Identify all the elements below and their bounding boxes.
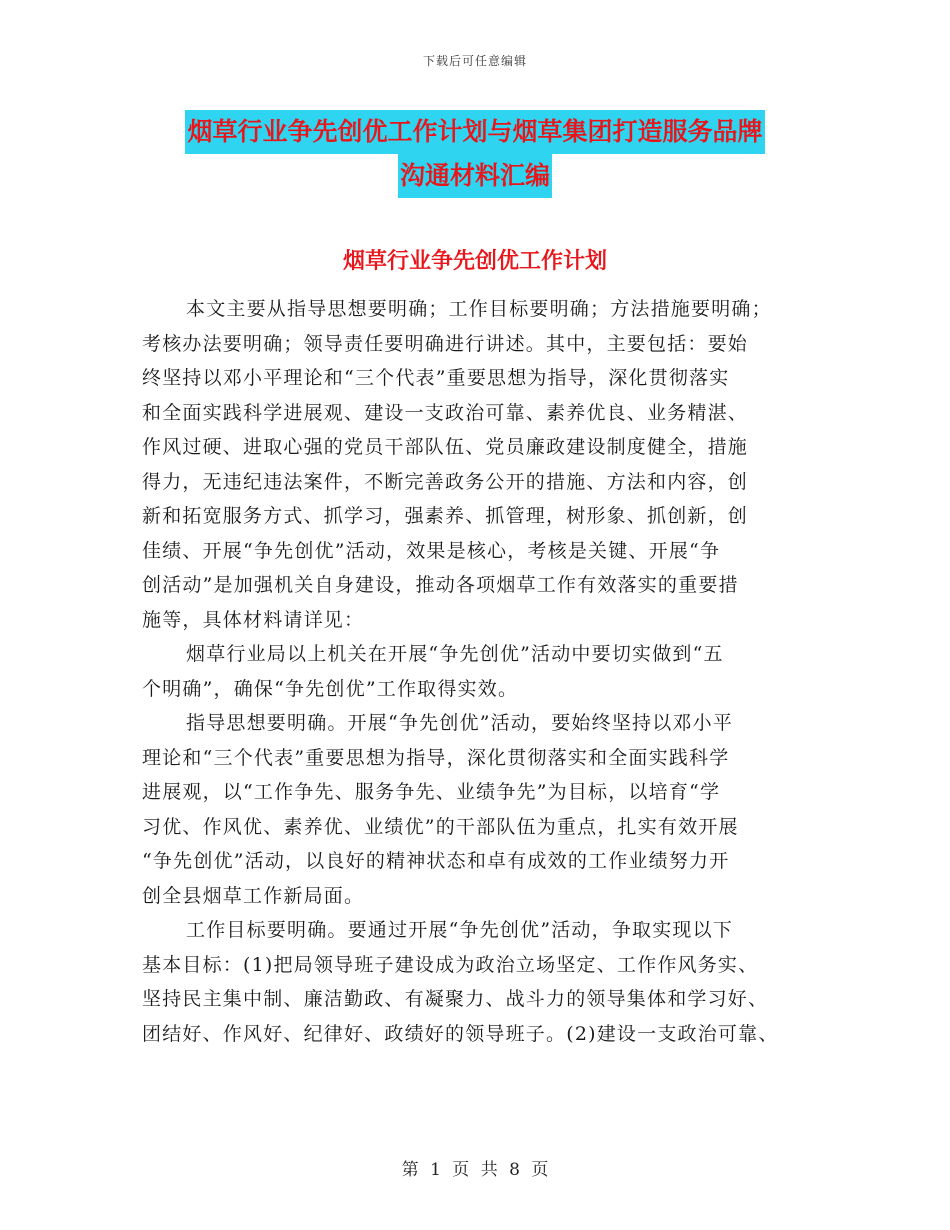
document-title-line-1: 烟草行业争先创优工作计划与烟草集团打造服务品牌 bbox=[185, 110, 764, 154]
paragraph-line: 习优、作风优、素养优、业绩优”的干部队伍为重点，扎实有效开展 bbox=[142, 815, 739, 838]
paragraph-line: 坚持民主集中制、廉洁勤政、有凝聚力、战斗力的领导集体和学习好、 bbox=[142, 988, 769, 1010]
paragraph-2 bbox=[142, 637, 814, 706]
paragraph-line: 指导思想要明确。开展“争先创优”活动，要始终坚持以邓小平 bbox=[186, 712, 734, 734]
paragraph-line: 新和拓宽服务方式、抓学习，强素养、抓管理，树形象、抓创新，创 bbox=[142, 505, 749, 527]
paragraph-line: 施等，具体材料请详见： bbox=[142, 608, 365, 631]
paragraph-line: 佳绩、开展“争先创优”活动，效果是核心，考核是关键、开展“争 bbox=[142, 539, 721, 562]
page-number-footer: 第 1 页 共 8 页 bbox=[401, 1160, 549, 1180]
paragraph-line: 工作目标要明确。要通过开展“争先创优”活动，争取实现以下 bbox=[186, 919, 734, 941]
paragraph-line: 创活动”是加强机关自身建设，推动各项烟草工作有效落实的重要措 bbox=[142, 574, 739, 596]
paragraph-line: 和全面实践科学进展观、建设一支政治可靠、素养优良、业务精湛、 bbox=[142, 401, 749, 424]
paragraph-line: 创全县烟草工作新局面。 bbox=[142, 884, 365, 907]
paragraph-line: 得力，无违纪违法案件，不断完善政务公开的措施、方法和内容，创 bbox=[142, 470, 749, 493]
paragraph-1 bbox=[142, 292, 814, 637]
paragraph-line: 理论和“三个代表”重要思想为指导，深化贯彻落实和全面实践科学 bbox=[142, 746, 730, 769]
paragraph-4 bbox=[142, 913, 814, 1051]
paragraph-line: 进展观，以“工作争先、服务争先、业绩争先”为目标，以培育“学 bbox=[142, 781, 721, 803]
paragraph-line: 基本目标：(1)把局领导班子建设成为政治立场坚定、工作作风务实、 bbox=[142, 953, 759, 976]
paragraph-line: “争先创优”活动，以良好的精神状态和卓有成效的工作业绩努力开 bbox=[142, 850, 730, 872]
section-title: 烟草行业争先创优工作计划 bbox=[342, 249, 607, 274]
paragraph-line: 烟草行业局以上机关在开展“争先创优”活动中要切实做到“五 bbox=[186, 643, 724, 665]
paragraph-line: 本文主要从指导思想要明确；工作目标要明确；方法措施要明确； bbox=[186, 298, 772, 320]
document-body bbox=[142, 292, 814, 1051]
paragraph-line: 终坚持以邓小平理论和“三个代表”重要思想为指导，深化贯彻落实 bbox=[142, 367, 730, 389]
paragraph-line: 作风过硬、进取心强的党员干部队伍、党员廉政建设制度健全，措施 bbox=[142, 436, 749, 458]
paragraph-3 bbox=[142, 706, 814, 913]
document-title bbox=[0, 110, 950, 198]
header-note: 下载后可任意编辑 bbox=[422, 54, 527, 68]
paragraph-line: 团结好、作风好、纪律好、政绩好的领导班子。(2)建设一支政治可靠、 bbox=[142, 1022, 779, 1045]
paragraph-line: 考核办法要明确；领导责任要明确进行讲述。其中，主要包括：要始 bbox=[142, 332, 749, 355]
document-title-line-2: 沟通材料汇编 bbox=[398, 154, 552, 198]
paragraph-line: 个明确”，确保“争先创优”工作取得实效。 bbox=[142, 677, 519, 700]
